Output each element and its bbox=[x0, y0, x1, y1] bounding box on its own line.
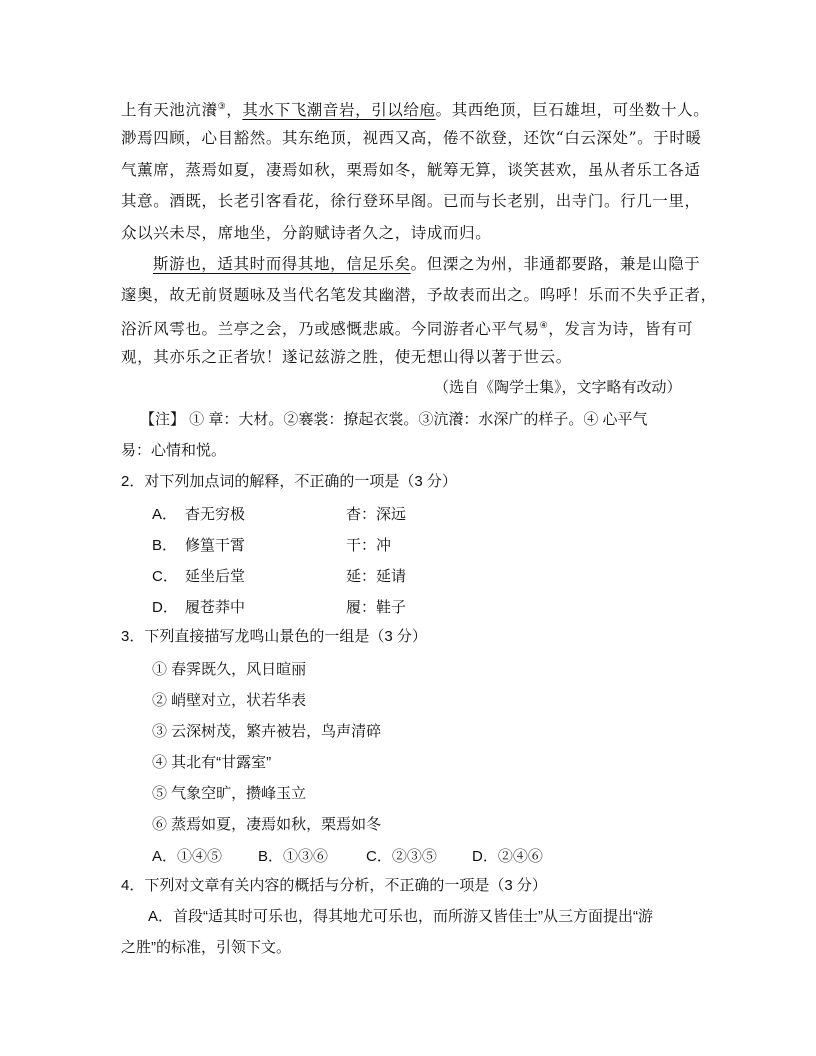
list-item: ⑤ 气象空旷，攒峰玉立 bbox=[152, 785, 307, 802]
option-phrase: 履苍莽中 bbox=[185, 599, 246, 616]
footnote-marker: ③ bbox=[217, 102, 227, 112]
question-stem: 3．下列直接描写龙鸣山景色的一组是（3 分） bbox=[121, 628, 427, 645]
answer-choice: B．①③⑥ bbox=[258, 848, 329, 865]
passage-text: 上有天池沆瀁 bbox=[121, 101, 218, 120]
option-phrase: 杳无穷极 bbox=[185, 506, 246, 523]
option-gloss: 干：冲 bbox=[346, 537, 392, 554]
question-stem: 4．下列对文章有关内容的概括与分析，不正确的一项是（3 分） bbox=[121, 877, 547, 894]
option-letter: A． bbox=[152, 506, 178, 523]
passage-line: 众以兴未尽，席地坐，分韵赋诗者久之，诗成而归。 bbox=[121, 224, 492, 242]
passage-line bbox=[153, 254, 700, 274]
underlined-sentence: 其水下飞潮音岩，引以给庖 bbox=[242, 101, 436, 120]
option-letter: B． bbox=[152, 537, 178, 554]
footnote-marker: ④ bbox=[539, 321, 549, 331]
notes-line: 【注】 ① 章：大材。②褰裳：撩起衣裳。③沆瀁：水深广的样子。④ 心平气 bbox=[140, 411, 648, 428]
option-text: A．首段“适其时可乐也，得其地尤可乐也，而所游又皆佳士”从三方面提出“游 bbox=[148, 908, 653, 925]
list-item: ② 峭壁对立，状若华表 bbox=[152, 692, 307, 709]
passage-line: 观，其亦乐之正者欤！遂记兹游之胜，使无想山得以著于世云。 bbox=[121, 348, 572, 366]
passage-line bbox=[121, 316, 693, 339]
passage-text: 。但溧之为州，非通都要路，兼是山隐于 bbox=[410, 255, 701, 273]
option-letter: C． bbox=[152, 568, 178, 585]
option-text: 之胜”的标准，引领下文。 bbox=[121, 939, 291, 956]
passage-text: 。其西绝顶，巨石雄坦，可坐数十人。 bbox=[435, 101, 710, 120]
option-letter: D． bbox=[152, 599, 178, 616]
option-phrase: 修篁干霄 bbox=[185, 537, 246, 554]
option-gloss: 履：鞋子 bbox=[346, 599, 407, 616]
passage-text: 浴沂风雩也。兰亭之会，乃或感慨悲戚。今同游者心平气易 bbox=[121, 320, 540, 339]
answer-choice: C．②③⑤ bbox=[366, 848, 437, 865]
list-item: ③ 云深树茂，繁卉被岩，鸟声清碎 bbox=[152, 723, 382, 740]
option-gloss: 延：延请 bbox=[346, 568, 407, 585]
passage-line: 气薰席，蒸焉如夏，凄焉如秋，栗焉如冬，觥筹无算，谈笑甚欢，虽从者乐工各适 bbox=[121, 161, 701, 179]
passage-line: 渺焉四顾，心目豁然。其东绝顶，视西又高，倦不欲登，还饮“白云深处”。于时暖 bbox=[121, 129, 702, 147]
option-gloss: 杳：深远 bbox=[346, 506, 407, 523]
underlined-sentence: 斯游也，适其时而得其地，信足乐矣 bbox=[153, 255, 411, 273]
answer-choice: A．①④⑤ bbox=[152, 848, 223, 865]
option-phrase: 延坐后堂 bbox=[185, 568, 246, 585]
passage-line bbox=[121, 97, 709, 120]
list-item: ① 春霁既久，风日暄丽 bbox=[152, 661, 307, 678]
source-citation: （选自《陶学士集》，文字略有改动） bbox=[434, 379, 682, 396]
question-stem: 2．对下列加点词的解释，不正确的一项是（3 分） bbox=[121, 473, 457, 490]
notes-line: 易：心情和悦。 bbox=[121, 442, 227, 459]
answer-choice: D．②④⑥ bbox=[472, 848, 543, 865]
list-item: ④ 其北有“甘露室” bbox=[152, 754, 272, 771]
list-item: ⑥ 蒸焉如夏，凄焉如秋，栗焉如冬 bbox=[152, 816, 382, 833]
passage-line: 邃奥，故无前贤题咏及当代名笔发其幽潜，予故表而出之。呜呼！乐而不失乎正者， bbox=[121, 286, 717, 304]
passage-line: 其意。酒既，长老引客看花，徐行登环早阁。已而与长老别，出寺门。行几一里， bbox=[121, 192, 701, 210]
passage-text: ， bbox=[226, 101, 243, 120]
passage-text: ，发言为诗，皆有可 bbox=[548, 320, 694, 339]
